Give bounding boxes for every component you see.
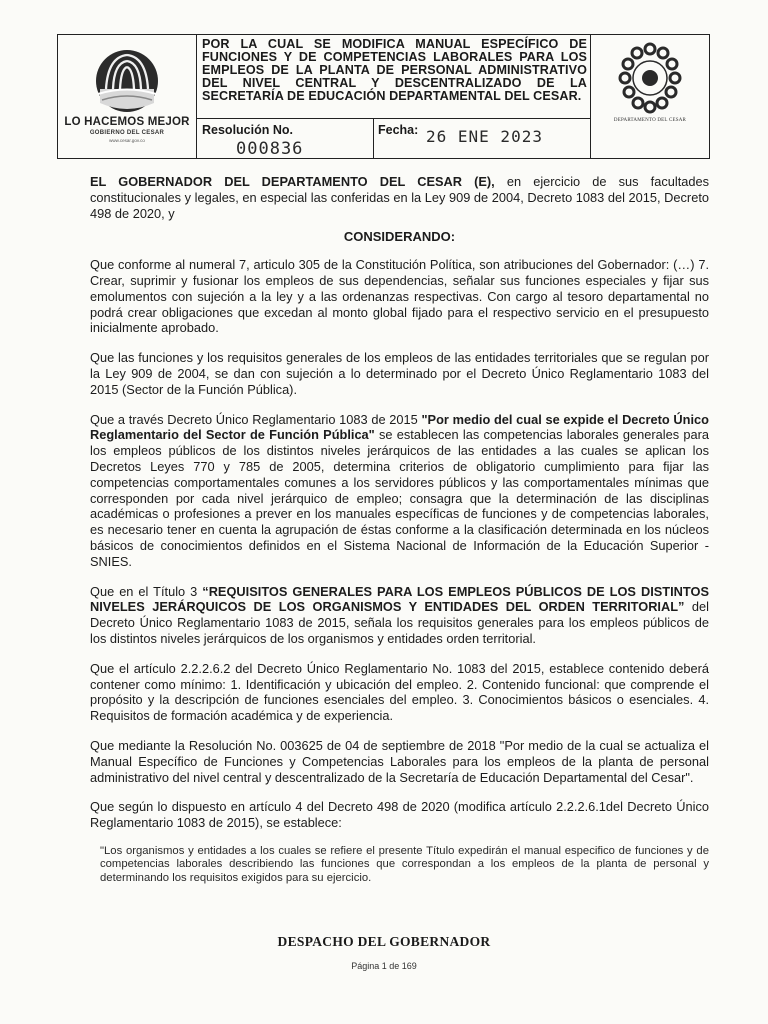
paragraph-5: Que el artículo 2.2.2.6.2 del Decreto Único Reglamentario No. 1083 del 2015, establece contenido deberá contener como mínimo: 1. Identificación y ubicación del empleo. 2. Contenido funcional: que comprende el propósito y la descripción de funciones esenciales del empleo. 3. Conocimientos básicos o esenciales. 4. Requisitos de formación académica y de experiencia. — [90, 660, 709, 724]
paragraph-4-bold: “REQUISITOS GENERALES PARA LOS EMPLEOS PÚBLICOS DE LOS DISTINTOS NIVELES JERÁRQUICOS DE LOS ORGANISMOS Y ENTIDADES DEL ORDEN TERRITORIAL” — [90, 583, 709, 615]
paragraph-6: Que mediante la Resolución No. 003625 de 04 de septiembre de 2018 "Por medio de la cual se actualiza el Manual Específico de Funciones y Competencias Laborales para los empleos de la planta de personal administrativo del nivel central y descentralizado de la Secretaría de Educación Departamental del Cesar". — [90, 737, 709, 785]
document-header — [57, 34, 710, 159]
paragraph-3 — [90, 412, 709, 570]
intro-paragraph — [90, 174, 709, 221]
office-footer: DESPACHO DEL GOBERNADOR — [277, 934, 491, 949]
page-number: Página 1 de 169 — [351, 961, 417, 971]
paragraph-3-c: se establecen las competencias laborales generales para los empleos públicos de los distintos niveles jerárquicos de las entidades a las cuales se aplican los Decretos Leyes 770 y 785 de 2005, determina criterios de obligatorio cumplimiento para fijar las competencias comportamentales comunes a los servidores públicos y las comportamentales mínimas que corresponden por cada nivel jerárquico de empleo; consagra que la determinación de las disciplinas académicas o profesiones a prever en los manuales específicas de funciones y de competencias laborales, es necesario tener en cuenta la agrupación de éstas conforme a la clasificación determinada en los núcleos básicos de conocimientos definidos en el Sistema Nacional de Información de la Educación Superior - SNIES. — [90, 427, 709, 569]
paragraph-1: Que conforme al numeral 7, articulo 305 de la Constitución Política, son atribuciones del Gobernador: (…) 7. Crear, suprimir y fusionar los empleos de sus dependencias, señalar sus funciones especiales y fijar sus emolumentos con sujeción a la ley y a las ordenanzas respectivas. Con cargo al tesoro departamental no podrá crear obligaciones que excedan al monto global fijado para el respectivo servicio en el presupuesto inicialmente aprobado. — [90, 257, 709, 336]
department-seal-icon — [611, 41, 689, 117]
paragraph-7: Que según lo dispuesto en artículo 4 del Decreto 498 de 2020 (modifica artículo 2.2.2.6.1del Decreto Único Reglamentario 1083 de 2015), se establece: — [90, 799, 709, 831]
logo-cell — [58, 35, 197, 158]
paragraph-4-a: Que en el Título 3 — [90, 583, 203, 599]
date-cell — [374, 119, 591, 158]
document-body — [90, 174, 709, 896]
resolution-number: 000836 — [236, 139, 304, 159]
title-box — [196, 35, 591, 119]
title-cell — [196, 35, 591, 158]
paragraph-4 — [90, 584, 709, 647]
logo-subtext: GOBIERNO DEL CESAR — [89, 130, 165, 136]
logo-slogan: LO HACEMOS MEJOR — [64, 116, 190, 128]
resolution-number-cell — [196, 119, 374, 158]
intro-text: en ejercicio de sus facultades constitucionales y legales, en especial las conferidas en la Ley 909 de 2004, Decreto 1083 del 2015, Decreto 498 de 2020, y — [90, 174, 709, 221]
paragraph-2: Que las funciones y los requisitos generales de los empleos de las entidades territoriales que se regulan por la Ley 909 de 2004, se dan con sujeción a lo determinado por el Decreto Único Reglamentario 1083 del 2015 (Sector de la Función Pública). — [90, 350, 709, 397]
gobierno-cesar-logo-icon — [84, 45, 170, 115]
quoted-text: "Los organismos y entidades a los cuales se refiere el presente Título expedirán el manual especifico de funciones y de competencias laborales describiendo las funciones que correspondan a los empleos de la planta de personal y determinando los requisitos exigidos para su ejercicio. — [100, 844, 709, 885]
paragraph-3-bold: "Por medio del cual se expide el Decreto Único Reglamentario del Sector de Función Pública" — [90, 411, 709, 443]
department-label: DEPARTAMENTO DEL CESAR — [613, 118, 687, 123]
date-label: Fecha: — [378, 123, 419, 137]
resolution-row — [196, 119, 591, 158]
resolution-label: Resolución No. — [202, 123, 293, 137]
resolution-title: POR LA CUAL SE MODIFICA MANUAL ESPECÍFICO DE FUNCIONES Y DE COMPETENCIAS LABORALES PARA LOS EMPLEOS DE LA PLANTA DE PERSONAL ADMINISTRATIVO DEL NIVEL CENTRAL Y DESCENTRALIZADO DE LA SECRETARÍA DE EDUCACIÓN DEPARTAMENTAL DEL CESAR. — [202, 37, 587, 103]
considerando-heading: CONSIDERANDO: — [343, 229, 456, 245]
date-stamp: 26 ENE 2023 — [426, 127, 543, 146]
logo-url: www.cesar.gov.co — [109, 138, 145, 143]
seal-cell — [590, 35, 709, 158]
intro-bold: EL GOBERNADOR DEL DEPARTAMENTO DEL CESAR (E), — [90, 174, 495, 189]
paragraph-4-c: del Decreto Único Reglamentario 1083 de 2015, señala los requisitos generales para los empleos públicos de los distintos niveles jerárquicos de los organismos y entidades orden territorial. — [90, 599, 709, 646]
paragraph-3-a: Que a través Decreto Único Reglamentario 1083 de 2015 — [90, 411, 422, 427]
